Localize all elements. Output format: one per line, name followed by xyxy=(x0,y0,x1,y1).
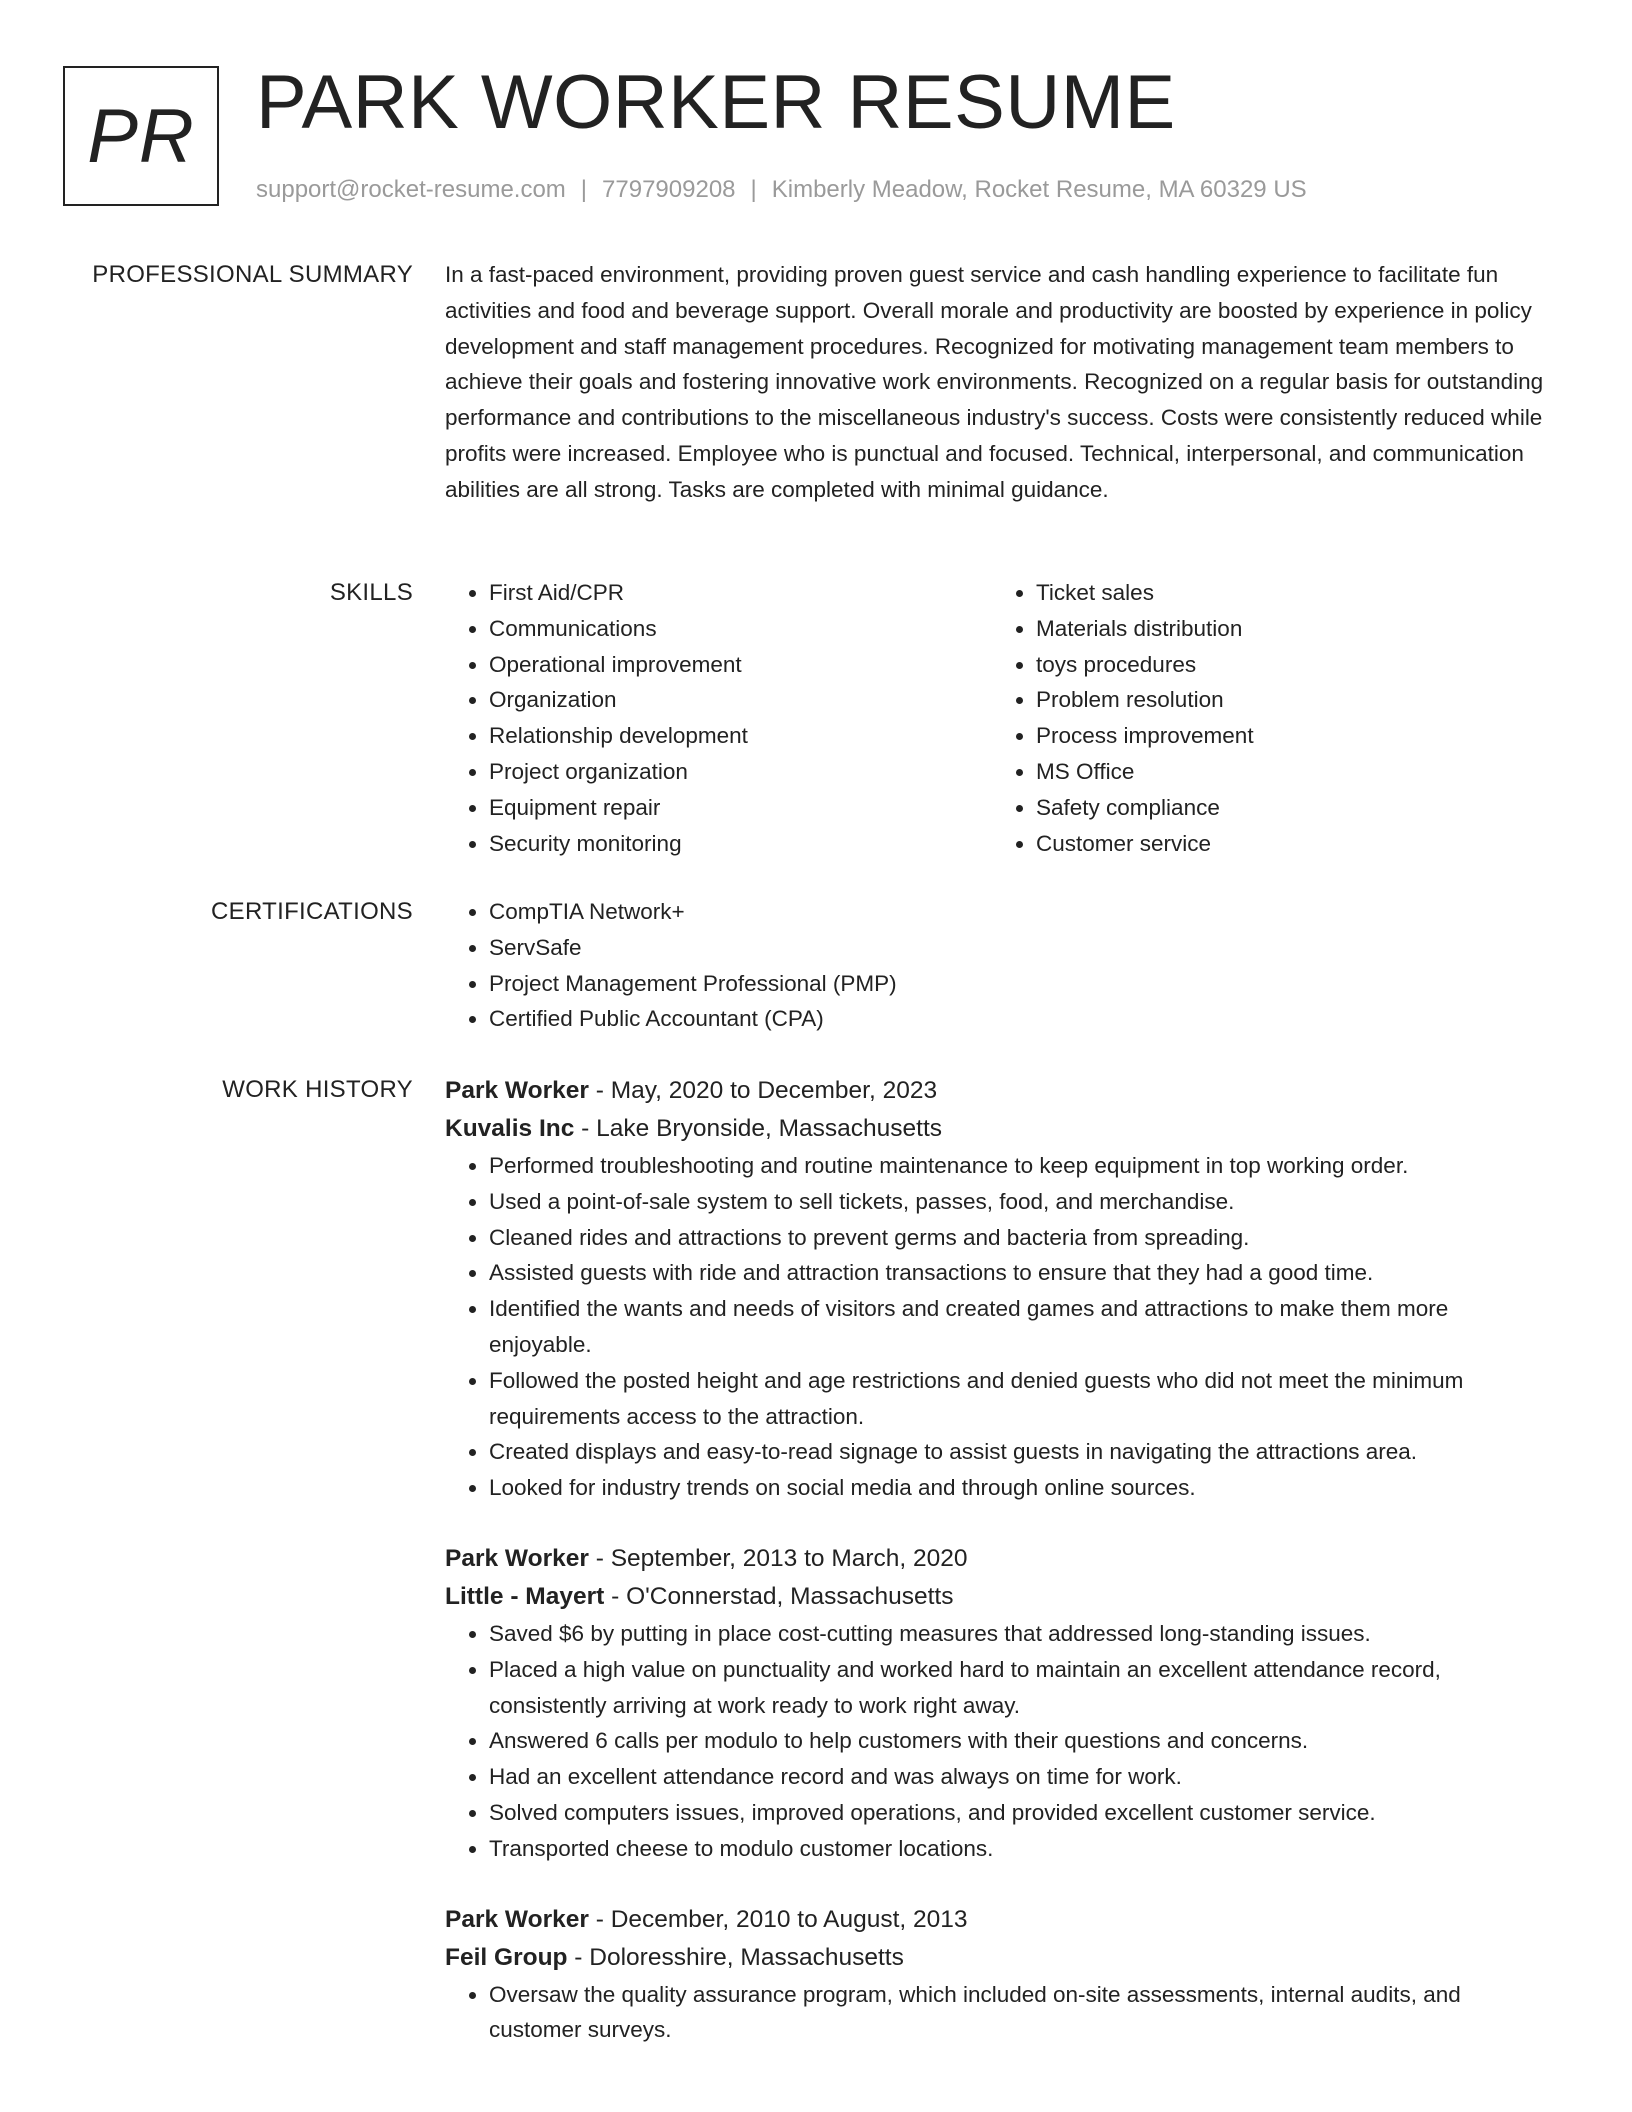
skill-item: • Process improvement xyxy=(1036,718,1539,754)
job-company: Feil Group xyxy=(445,1943,568,1971)
skills-column-right xyxy=(992,575,1539,861)
job-bullet-list xyxy=(445,1616,1550,1867)
skill-item: • toys procedures xyxy=(1036,647,1539,683)
work-history-body xyxy=(445,1072,1550,2082)
contact-line xyxy=(256,174,1307,206)
job-dates: September, 2013 to March, 2020 xyxy=(610,1544,968,1572)
job-bullet-list xyxy=(445,1148,1550,1506)
certification-item: • Project Management Professional (PMP) xyxy=(489,966,1550,1002)
certification-item: • CompTIA Network+ xyxy=(489,894,1550,930)
contact-phone: 7797909208 xyxy=(602,176,736,203)
job-location: O'Connerstad, Massachusetts xyxy=(626,1582,954,1610)
summary-text: In a fast-paced environment, providing proven guest service and cash handling experience to facilitate fun activities and food and beverage support. Overall morale and productivity are boosted by experience in policy development and staff management procedures. Recognized for motivating management team members to achieve their goals and fostering innovative work environments. Recognized on a regular basis for outstanding performance and contributions to the miscellaneous industry's success. Costs were consistently reduced while profits were increased. Employee who is punctual and focused. Technical, interpersonal, and communication abilities are all strong. Tasks are completed with minimal guidance. xyxy=(445,262,1544,502)
job-title: Park Worker xyxy=(445,1905,589,1933)
job-dash: - xyxy=(588,1905,611,1933)
monogram-logo: PR xyxy=(63,66,219,206)
skill-item: • Organization xyxy=(489,682,992,718)
job-title-line xyxy=(445,1901,1550,1939)
job-dash: - xyxy=(588,1077,611,1104)
job-company: Little - Mayert xyxy=(445,1582,605,1610)
summary-heading: PROFESSIONAL SUMMARY xyxy=(92,261,413,288)
job-dash: - xyxy=(604,1582,627,1610)
job-location: Doloresshire, Massachusetts xyxy=(589,1943,904,1971)
job-bullet: • Created displays and easy-to-read signage to assist guests in navigating the attractions area. xyxy=(489,1434,1550,1470)
contact-email: support@rocket-resume.com xyxy=(256,176,566,203)
skill-item: • Relationship development xyxy=(489,718,992,754)
certification-item: • Certified Public Accountant (CPA) xyxy=(489,1001,1550,1037)
skill-item: • Customer service xyxy=(1036,826,1539,862)
contact-address: Kimberly Meadow, Rocket Resume, MA 60329 US xyxy=(771,176,1307,203)
skills-column-left xyxy=(445,575,992,861)
job-bullet: • Oversaw the quality assurance program, which included on-site assessments, internal audits, and customer surveys. xyxy=(489,1977,1550,2049)
certifications-list xyxy=(445,894,1550,1037)
skill-item: • Problem resolution xyxy=(1036,682,1539,718)
job-bullet: • Assisted guests with ride and attraction transactions to ensure that they had a good time. xyxy=(489,1255,1550,1291)
job-dash: - xyxy=(567,1943,590,1971)
certification-item: • ServSafe xyxy=(489,930,1550,966)
job-title-line xyxy=(445,1072,1550,1110)
job-dates: December, 2010 to August, 2013 xyxy=(610,1905,968,1933)
job-entry xyxy=(445,1540,1550,1867)
skill-item: • Materials distribution xyxy=(1036,611,1539,647)
job-dates: May, 2020 to December, 2023 xyxy=(610,1077,938,1104)
job-bullet: • Looked for industry trends on social media and through online sources. xyxy=(489,1470,1550,1506)
job-dash: - xyxy=(588,1544,611,1572)
certifications-heading: CERTIFICATIONS xyxy=(211,898,413,925)
contact-separator: | xyxy=(750,176,757,203)
job-bullet: • Cleaned rides and attractions to prevent germs and bacteria from spreading. xyxy=(489,1220,1550,1256)
summary-body xyxy=(445,257,1550,508)
job-bullet: • Solved computers issues, improved operations, and provided excellent customer service. xyxy=(489,1795,1550,1831)
job-bullet: • Answered 6 calls per modulo to help customers with their questions and concerns. xyxy=(489,1723,1550,1759)
job-bullet-list xyxy=(445,1977,1550,2049)
job-title-line xyxy=(445,1540,1550,1578)
skills-heading: SKILLS xyxy=(329,579,413,606)
job-bullet: • Followed the posted height and age restrictions and denied guests who did not meet the minimum requirements access to the attraction. xyxy=(489,1363,1550,1435)
skill-item: • Equipment repair xyxy=(489,790,992,826)
job-bullet: • Identified the wants and needs of visitors and created games and attractions to make them more enjoyable. xyxy=(489,1291,1550,1363)
skills-grid xyxy=(445,575,1550,861)
skills-list-right xyxy=(992,575,1539,861)
skill-item: • Ticket sales xyxy=(1036,575,1539,611)
job-company-line xyxy=(445,1110,1550,1148)
job-entry xyxy=(445,1072,1550,1506)
skill-item: • Safety compliance xyxy=(1036,790,1539,826)
certifications-body xyxy=(445,894,1550,1037)
skills-list-left xyxy=(445,575,992,861)
job-bullet: • Used a point-of-sale system to sell tickets, passes, food, and merchandise. xyxy=(489,1184,1550,1220)
skill-item: • First Aid/CPR xyxy=(489,575,992,611)
job-bullet: • Performed troubleshooting and routine maintenance to keep equipment in top working order. xyxy=(489,1148,1550,1184)
job-company-line xyxy=(445,1578,1550,1616)
skill-item: • Operational improvement xyxy=(489,647,992,683)
skill-item: • Project organization xyxy=(489,754,992,790)
job-title: Park Worker xyxy=(445,1544,589,1572)
job-company-line xyxy=(445,1939,1550,1977)
job-bullet: • Transported cheese to modulo customer locations. xyxy=(489,1831,1550,1867)
job-entry xyxy=(445,1901,1550,2049)
contact-separator: | xyxy=(580,176,588,203)
skill-item: • Communications xyxy=(489,611,992,647)
job-bullet: • Placed a high value on punctuality and worked hard to maintain an excellent attendance record, consistently arriving at work ready to work right away. xyxy=(489,1652,1550,1724)
job-bullet: • Had an excellent attendance record and was always on time for work. xyxy=(489,1759,1550,1795)
job-location: Lake Bryonside, Massachusetts xyxy=(596,1115,943,1142)
resume-title: PARK WORKER RESUME xyxy=(256,60,1176,145)
job-title: Park Worker xyxy=(445,1077,589,1104)
job-company: Kuvalis Inc xyxy=(445,1115,575,1142)
job-bullet: • Saved $6 by putting in place cost-cutting measures that addressed long-standing issues. xyxy=(489,1616,1550,1652)
skill-item: • Security monitoring xyxy=(489,826,992,862)
job-dash: - xyxy=(574,1115,597,1142)
skill-item: • MS Office xyxy=(1036,754,1539,790)
work-history-heading: WORK HISTORY xyxy=(222,1076,413,1103)
